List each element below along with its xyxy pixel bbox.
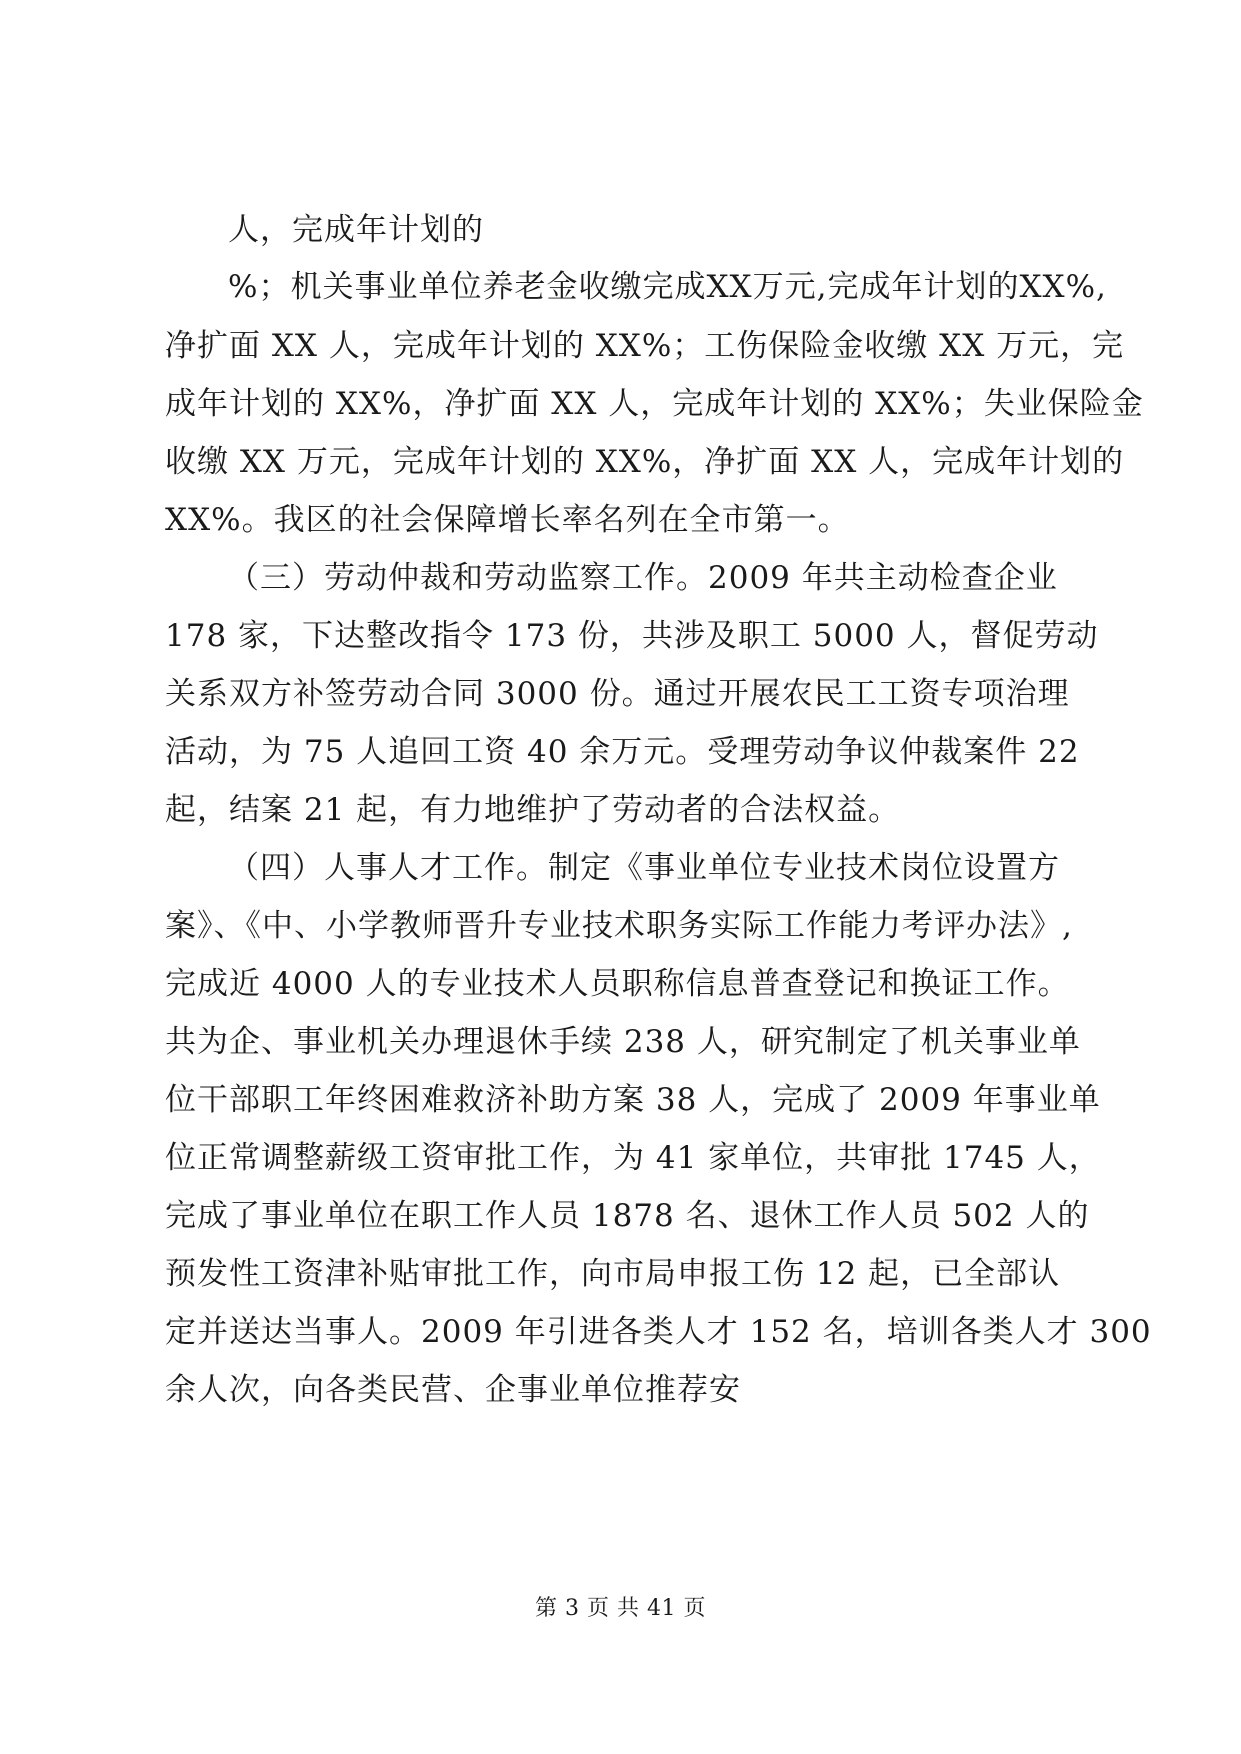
text-line: 关系双方补签劳动合同 3000 份。通过开展农民工工资专项治理 [165,676,1070,712]
page-footer: 第 3 页 共 41 页 [535,1596,706,1621]
text-line: XX%。我区的社会保障增长率名列在全市第一。 [165,502,850,538]
text-line: 178 家，下达整改指令 173 份，共涉及职工 5000 人，督促劳动 [165,618,1099,654]
text-line: 案》、《中、小学教师晋升专业技术职务实际工作能力考评办法》, [165,908,1073,944]
text-line: 余人次，向各类民营、企事业单位推荐安 [165,1372,741,1408]
text-line: 活动，为 75 人追回工资 40 余万元。受理劳动争议仲裁案件 22 [165,734,1080,770]
text-line: 预发性工资津补贴审批工作，向市局申报工伤 12 起，已全部认 [165,1256,1061,1292]
text-line: 人，完成年计划的 [228,212,484,248]
text-line: 位干部职工年终困难救济补助方案 38 人，完成了 2009 年事业单 [165,1082,1101,1118]
text-line: 完成近 4000 人的专业技术人员职称信息普查登记和换证工作。 [165,966,1070,1002]
text-line: 完成了事业单位在职工作人员 1878 名、退休工作人员 502 人的 [165,1198,1090,1234]
section-heading-four: （四）人事人才工作。制定《事业单位专业技术岗位设置方 [228,850,1060,886]
text-line: 位正常调整薪级工资审批工作，为 41 家单位，共审批 1745 人， [165,1140,1101,1176]
text-line: 收缴 XX 万元，完成年计划的 XX%，净扩面 XX 人，完成年计划的 [165,444,1125,480]
text-line: 起，结案 21 起，有力地维护了劳动者的合法权益。 [165,792,901,828]
text-line: %；机关事业单位养老金收缴完成XX万元,完成年计划的XX%, [228,269,1107,305]
text-line: 成年计划的 XX%，净扩面 XX 人，完成年计划的 XX%；失业保险金 [165,386,1144,422]
text-line: 共为企、事业机关办理退休手续 238 人，研究制定了机关事业单 [165,1024,1081,1060]
section-heading-three: （三）劳动仲裁和劳动监察工作。2009 年共主动检查企业 [228,560,1058,596]
text-line: 净扩面 XX 人，完成年计划的 XX%；工伤保险金收缴 XX 万元，完 [165,328,1125,364]
text-line: 定并送达当事人。2009 年引进各类人才 152 名，培训各类人才 300 [165,1314,1152,1350]
